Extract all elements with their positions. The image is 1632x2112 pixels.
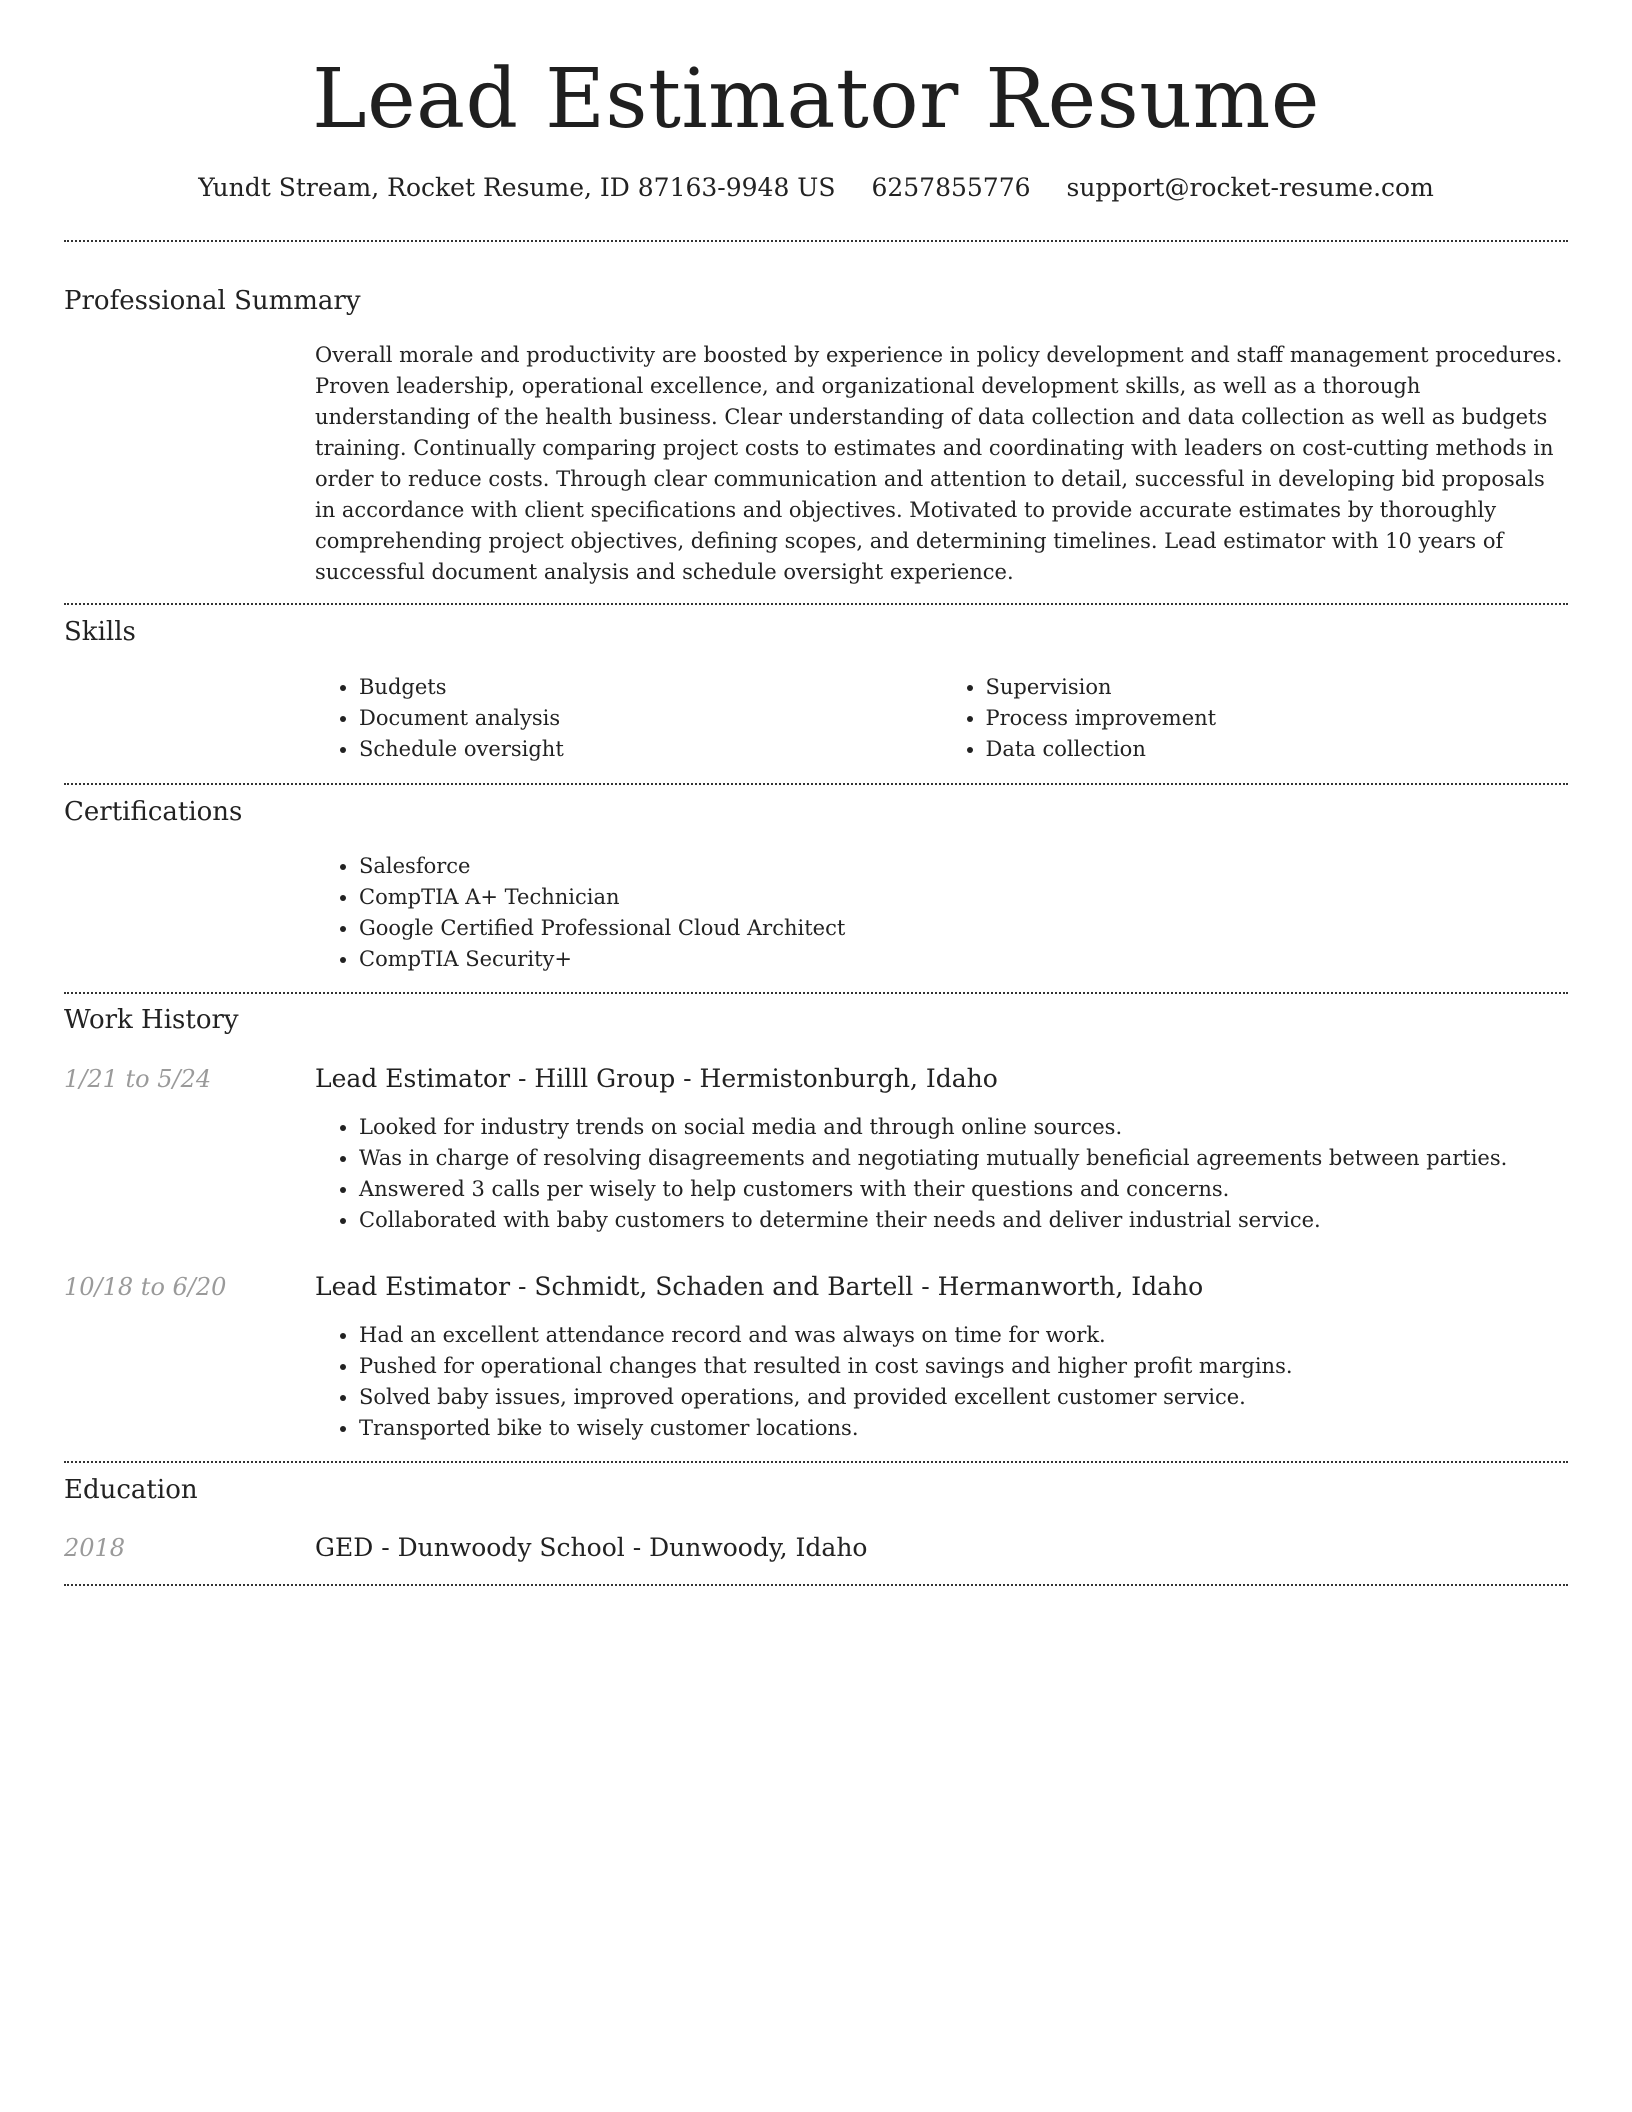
certification-item: • CompTIA A+ Technician (359, 882, 1568, 913)
education-school: - Dunwoody School - Dunwoody, Idaho (373, 1533, 868, 1562)
divider (64, 603, 1568, 605)
certifications-section (315, 851, 1568, 975)
job-bullet: • Solved baby issues, improved operations, and provided excellent customer service. (359, 1382, 1568, 1413)
skills-section (315, 672, 1568, 765)
skills-list-left (315, 672, 942, 765)
job-bullet: • Transported bike to wisely customer locations. (359, 1413, 1568, 1444)
job-bullet: • Looked for industry trends on social media and through online sources. (359, 1112, 1568, 1143)
skill-item: • Supervision (986, 672, 1569, 703)
contact-phone: 6257855776 (871, 173, 1031, 202)
job-details (315, 1320, 1568, 1444)
certification-item: • CompTIA Security+ (359, 944, 1568, 975)
contact-address: Yundt Stream, Rocket Resume, ID 87163-9948 US (198, 173, 836, 202)
certifications-list (315, 851, 1568, 975)
divider (64, 240, 1568, 242)
skills-list-right (942, 672, 1569, 765)
job-role: Lead Estimator (315, 1272, 511, 1301)
section-title-education: Education (64, 1475, 198, 1505)
contact-email: support@rocket-resume.com (1066, 173, 1434, 202)
skill-item: • Document analysis (359, 703, 942, 734)
job-role: Lead Estimator (315, 1064, 511, 1093)
summary-text: Overall morale and productivity are boosted by experience in policy development and staff management procedures. Proven leadership, operational excellence, and organizational development skills, as well as a thorough understanding of the health business. Clear understanding of data collection and data collection as well as budgets training. Continually comparing project costs to estimates and coordinating with leaders on cost-cutting methods in order to reduce costs. Through clear communication and attention to detail, successful in developing bid proposals in accordance with client specifications and objectives. Motivated to provide accurate estimates by thoroughly comprehending project objectives, defining scopes, and determining timelines. Lead estimator with 10 years of successful document analysis and schedule oversight experience. (315, 343, 1563, 584)
job-details (315, 1112, 1568, 1236)
section-title-work-history: Work History (64, 1005, 239, 1035)
section-title-summary: Professional Summary (64, 286, 361, 316)
job-bullet: • Collaborated with baby customers to determine their needs and deliver industrial service. (359, 1205, 1568, 1236)
skills-grid (315, 672, 1568, 765)
job-bullets (315, 1112, 1568, 1236)
certification-item: • Salesforce (359, 851, 1568, 882)
summary-section (315, 340, 1568, 588)
skill-item: • Process improvement (986, 703, 1569, 734)
section-title-skills: Skills (64, 617, 136, 647)
education-degree: GED (315, 1533, 374, 1562)
skill-item: • Budgets (359, 672, 942, 703)
job-heading (315, 1061, 998, 1097)
job-bullet: • Had an excellent attendance record and was always on time for work. (359, 1320, 1568, 1351)
job-bullet: • Was in charge of resolving disagreements and negotiating mutually beneficial agreements between parties. (359, 1143, 1568, 1174)
skill-item: • Schedule oversight (359, 734, 942, 765)
divider (64, 1461, 1568, 1463)
divider (64, 992, 1568, 994)
divider (64, 783, 1568, 785)
education-heading (315, 1530, 867, 1566)
section-title-certifications: Certifications (64, 797, 243, 827)
job-heading (315, 1269, 1203, 1305)
job-employer: - Hilll Group - Hermistonburgh, Idaho (510, 1064, 998, 1093)
job-bullet: • Answered 3 calls per wisely to help customers with their questions and concerns. (359, 1174, 1568, 1205)
skill-item: • Data collection (986, 734, 1569, 765)
certification-item: • Google Certified Professional Cloud Architect (359, 913, 1568, 944)
education-year: 2018 (64, 1534, 126, 1562)
resume-title: Lead Estimator Resume (312, 52, 1320, 147)
contact-line (64, 168, 1568, 208)
job-bullets (315, 1320, 1568, 1444)
job-dates: 10/18 to 6/20 (64, 1273, 227, 1301)
divider (64, 1584, 1568, 1586)
job-dates: 1/21 to 5/24 (64, 1065, 212, 1093)
job-bullet: • Pushed for operational changes that resulted in cost savings and higher profit margins. (359, 1351, 1568, 1382)
job-employer: - Schmidt, Schaden and Bartell - Hermanworth, Idaho (510, 1272, 1204, 1301)
